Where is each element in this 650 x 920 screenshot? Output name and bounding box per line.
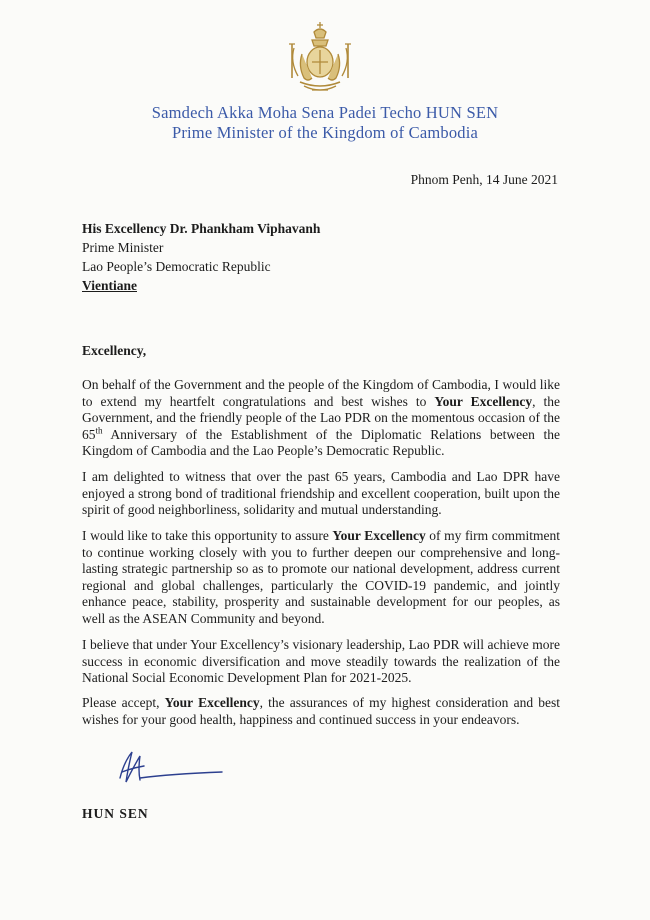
p3-text-a: I would like to take this opportunity to assure: [82, 528, 333, 543]
paragraph-4: I believe that under Your Excellency’s visionary leadership, Lao PDR will achieve more success in economic diversification and move steadily towards the realization of the National Social Economic Development Plan for 2021-2025.: [82, 637, 560, 686]
date-line: Phnom Penh, 14 June 2021: [410, 172, 558, 187]
p3-bold: Your Excellency: [332, 528, 426, 543]
p1-text-d: Anniversary of the Establishment of the Diplomatic Relations between the Kingdom of Cambodia and the Lao People’s Democratic Republic.: [82, 426, 560, 459]
p1-ordinal: th: [95, 425, 103, 436]
p3-text-c: of my firm commitment to continue working closely with you to further deepen our comprehensive and long-lasting strategic partnership so as to promote our national development, address current regional and global challenges, particularly the COVID-19 pandemic, and jointly enhance peace, stability, prosperity and sustainable development for our peoples, as well as the ASEAN Community and beyond.: [82, 528, 560, 626]
salutation: Excellency,: [82, 343, 147, 358]
paragraph-5: [82, 695, 560, 728]
recipient-city: Vientiane: [82, 278, 137, 293]
p5-text-c: , the assurances of my highest consideration and best wishes for your good health, happiness and continued success in your endeavors.: [82, 695, 560, 727]
letterhead-title: Prime Minister of the Kingdom of Cambodia: [171, 123, 479, 142]
recipient-country: Lao People’s Democratic Republic: [82, 259, 271, 274]
royal-crest-icon: [282, 18, 358, 98]
letterhead-name: Samdech Akka Moha Sena Padei Techo HUN SEN: [151, 103, 499, 122]
paragraph-2: I am delighted to witness that over the past 65 years, Cambodia and Lao DPR have enjoyed a strong bond of traditional friendship and excellent cooperation, built upon the spirit of good neighborliness, solidarity and mutual understanding.: [82, 469, 560, 518]
signer-name: HUN SEN: [82, 806, 149, 821]
recipient-name: His Excellency Dr. Phankham Viphavanh: [82, 221, 321, 236]
p5-text-a: Please accept,: [82, 695, 165, 710]
p1-text-a: On behalf of the Government and the people of the Kingdom of Cambodia, I would like to extend my heartfelt congratulations and best wishes to: [82, 377, 560, 409]
p1-bold: Your Excellency: [434, 393, 533, 409]
paragraph-1: [82, 377, 560, 460]
recipient-position: Prime Minister: [82, 240, 164, 255]
signature-icon: [110, 742, 230, 792]
p1-text-c: , the Government, and the friendly people of the Lao PDR on the momentous occasion of the 65: [82, 393, 561, 442]
p5-bold: Your Excellency: [164, 695, 260, 710]
paragraph-3: [82, 528, 560, 628]
